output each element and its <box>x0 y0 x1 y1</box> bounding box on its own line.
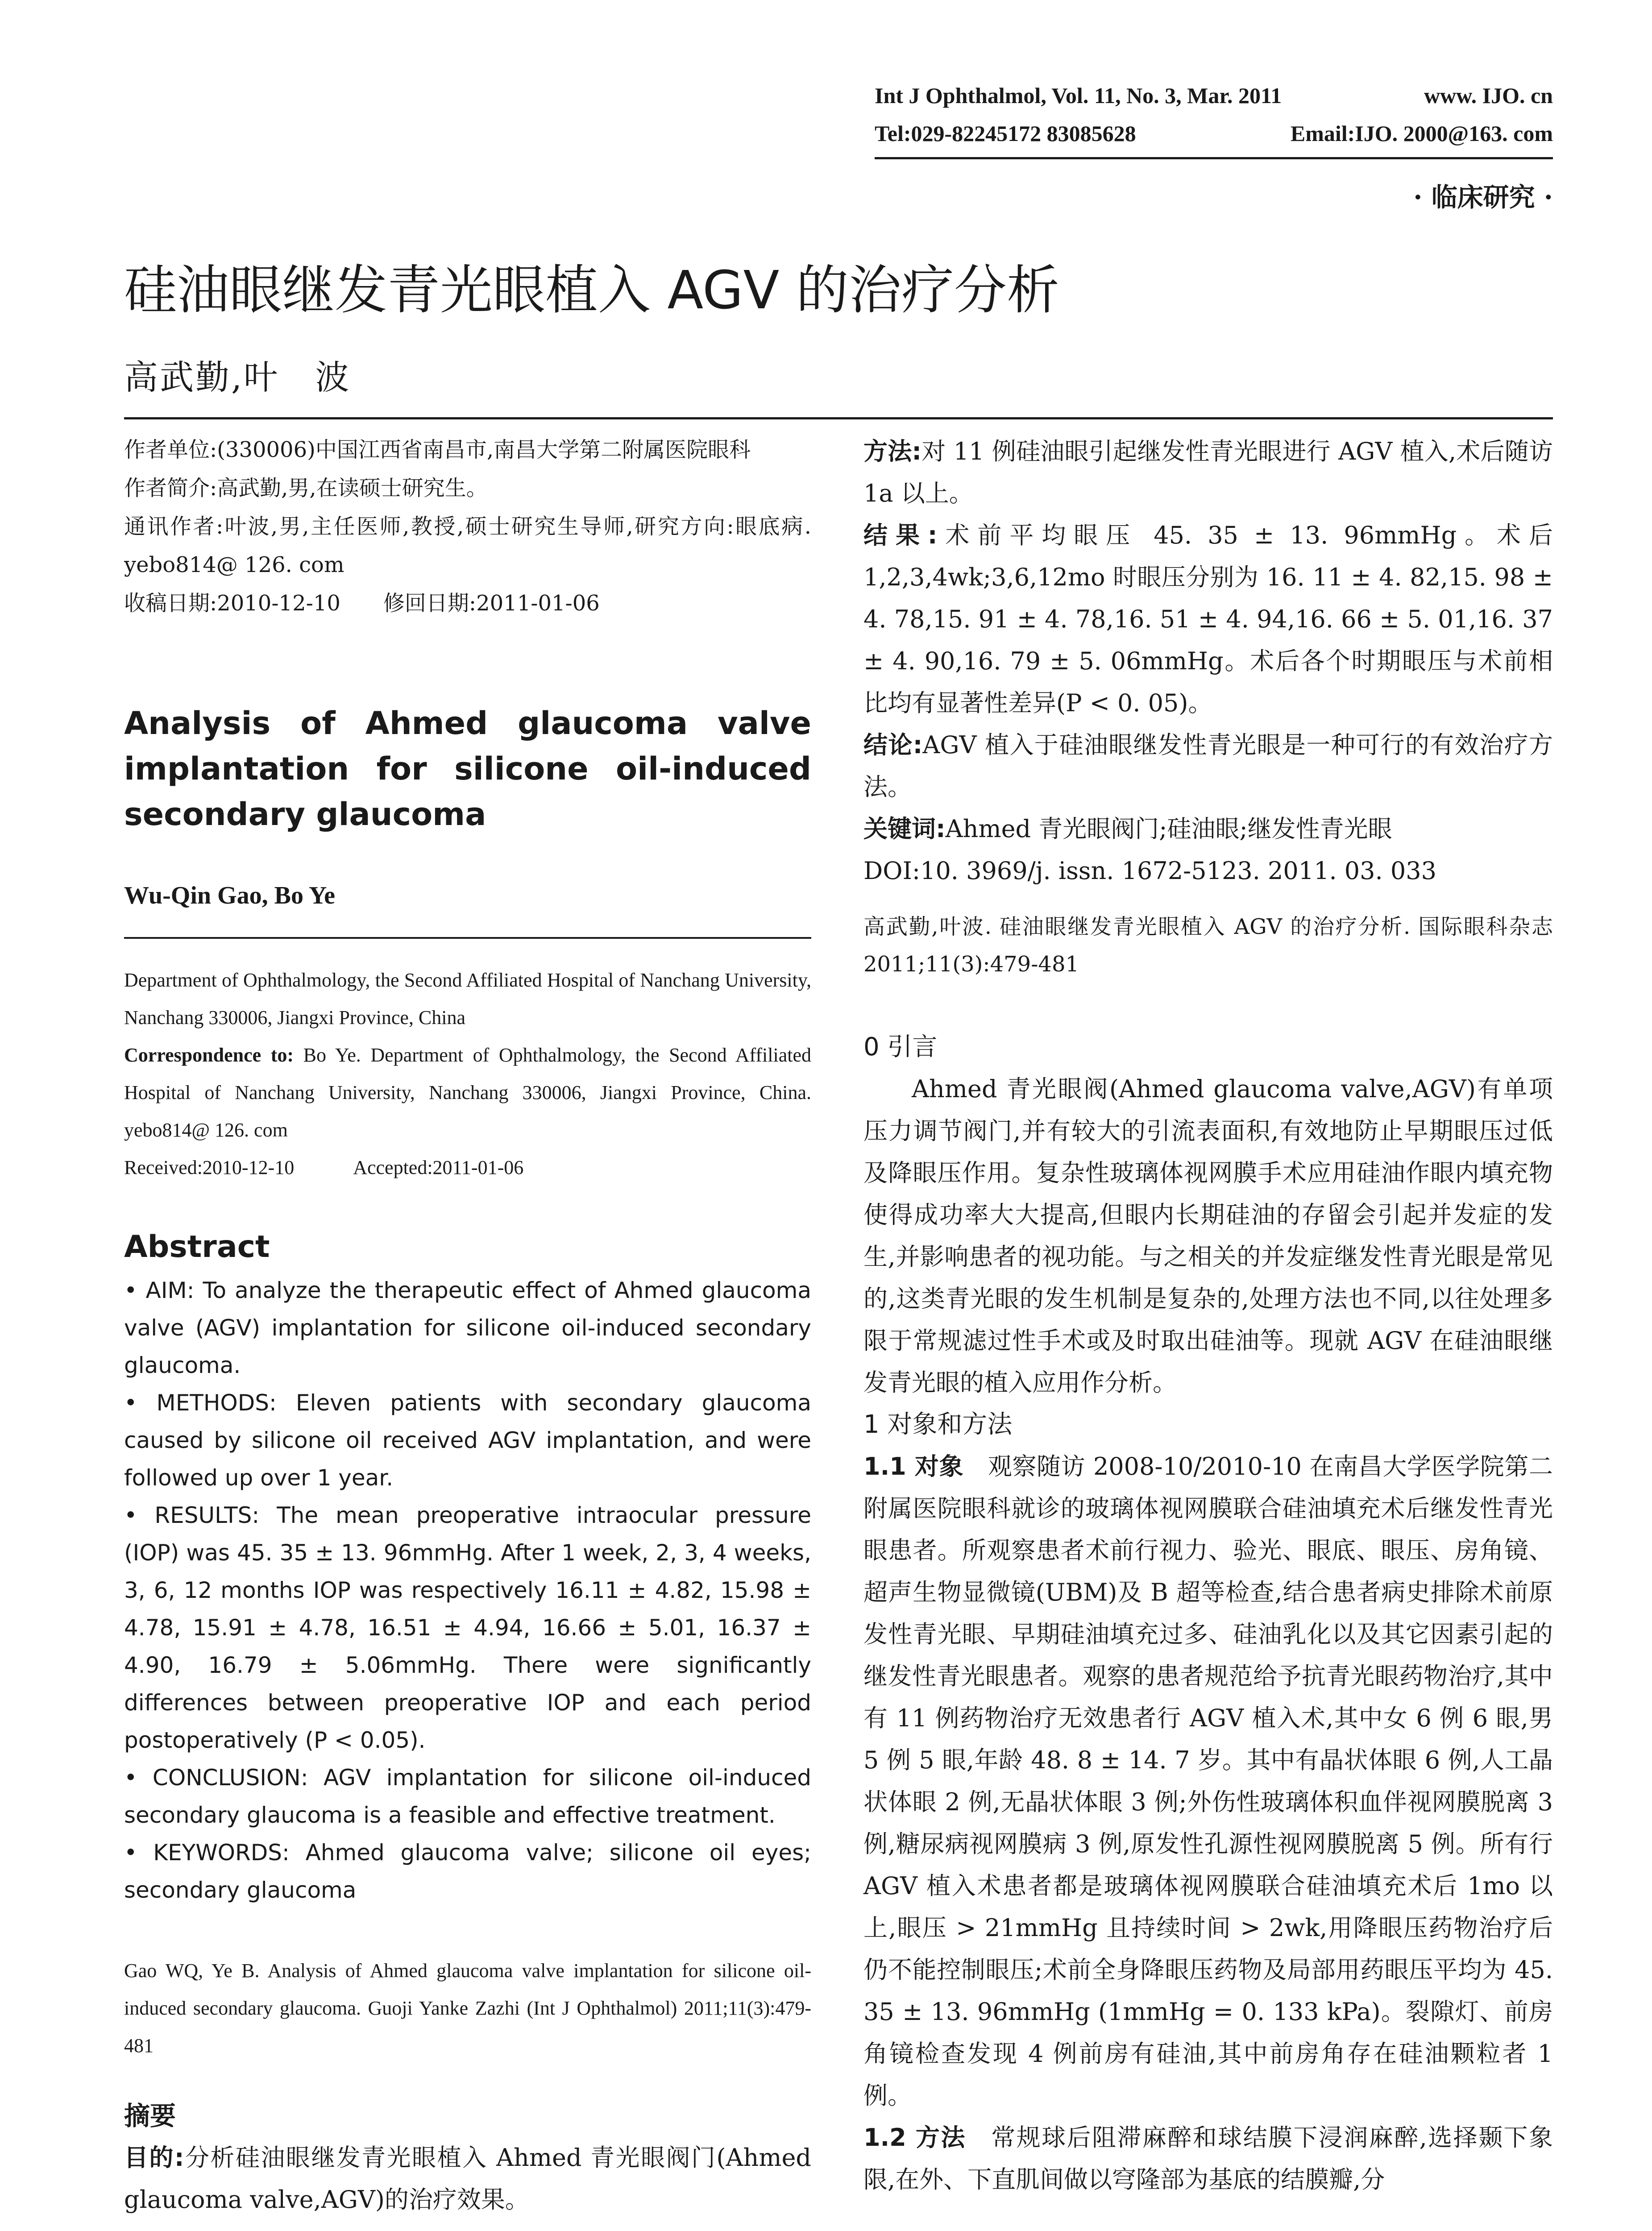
conclusion-text: AGV 植入于硅油眼继发性青光眼是一种可行的有效治疗方法。 <box>863 731 1553 801</box>
procedure-text: 常规球后阻滞麻醉和球结膜下浸润麻醉,选择颞下象限,在外、下直肌间做以穹隆部为基底的结膜瓣,分 <box>863 2123 1553 2194</box>
abstract-cn-aim <box>124 2137 811 2221</box>
contact-header <box>875 120 1553 146</box>
methods-label: 方法: <box>863 437 922 465</box>
intro-text: Ahmed 青光眼阀(Ahmed glaucoma valve,AGV)有单项压力调节阀门,并有较大的引流表面积,有效地防止早期眼压过低及降眼压作用。复杂性玻璃体视网膜手术应用硅油作眼内填充物使得成功率大大提高,但眼内长期硅油的存留会引起并发症的发生,并影响患者的视功能。与之相关的并发症继发性青光眼是常见的,这类青光眼的发生机制是复杂的,处理方法也不同,以往处理多限于常规滤过性手术或及时取出硅油等。现就 AGV 在硅油眼继发青光眼的植入应用作分析。 <box>863 1075 1553 1397</box>
abstract-cn-results <box>863 514 1553 724</box>
citation-en-block <box>124 1952 811 2065</box>
abstract-en <box>124 1272 811 1909</box>
methods-procedure <box>863 2117 1553 2201</box>
methods-text: 对 11 例硅油眼引起继发性青光眼进行 AGV 植入,术后随访 1a 以上。 <box>863 437 1553 507</box>
subjects-label: 1.1 对象 <box>863 1452 964 1480</box>
abstract-aim: • AIM: To analyze the therapeutic effect of Ahmed glaucoma valve (AGV) implantation for silicone oil-induced secondary glaucoma. <box>124 1277 811 1378</box>
procedure-label: 1.2 方法 <box>863 2123 966 2152</box>
aim-label: 目的: <box>124 2144 184 2172</box>
title-en: Analysis of Ahmed glaucoma valve implantation for silicone oil-induced secondary glaucoma <box>124 705 811 833</box>
abstract-methods: • METHODS: Eleven patients with secondary glaucoma caused by silicone oil received AGV implantation, and were followed up over 1 year. <box>124 1390 811 1491</box>
corr-text: Bo Ye. Department of Ophthalmology, the Second Affiliated Hospital of Nanchang University, Nanchang 330006, Jiangxi Province, China. yebo814@ 126. com <box>124 1044 812 1141</box>
abstract-heading: Abstract <box>124 1229 270 1265</box>
title-divider <box>124 417 1553 419</box>
abstract-cn-keywords <box>863 808 1553 850</box>
title-cn: 硅油眼继发青光眼植入 AGV 的治疗分析 <box>124 259 1059 321</box>
journal-website: www. IJO. cn <box>1424 83 1553 108</box>
corr-label: Correspondence to: <box>124 1044 294 1066</box>
methods-subjects <box>863 1446 1553 2117</box>
affil-cn-bio: 作者简介:高武勤,男,在读硕士研究生。 <box>124 476 488 501</box>
authors-cn: 高武勤,叶 波 <box>124 357 351 397</box>
section-tag: · 临床研究 · <box>1413 182 1553 212</box>
body-text <box>863 1026 1553 2201</box>
abstract-results: • RESULTS: The mean preoperative intraocular pressure (IOP) was 45. 35 ± 13. 96mmHg. After 1 week, 2, 3, 4 weeks, 3, 6, 12 months IOP was respectively 16.11 ± 4.82, 15.98 ± 4.78, 15.91 ± 4.78, 16.51 ± 4.94, 16.66 ± 5.01, 16.37 ± 4.90, 16.79 ± 5.06mmHg. There were significantly differences between preoperative IOP and each period postoperatively (P < 0.05). <box>124 1502 811 1753</box>
abstract-cn-conclusion <box>863 724 1553 808</box>
abstract-cn-heading: 摘要 <box>124 2101 176 2131</box>
affiliation-cn <box>124 431 811 622</box>
journal-line: Int J Ophthalmol, Vol. 11, No. 3, Mar. 2011 <box>875 83 1282 108</box>
aim-text: 分析硅油眼继发青光眼植入 Ahmed 青光眼阀门(Ahmed glaucoma valve,AGV)的治疗效果。 <box>124 2144 811 2214</box>
affil-cn-unit: 作者单位:(330006)中国江西省南昌市,南昌大学第二附属医院眼科 <box>124 437 751 462</box>
keywords-text: Ahmed 青光眼阀门;硅油眼;继发性青光眼 <box>945 815 1392 843</box>
header-divider <box>875 157 1553 159</box>
conclusion-label: 结论: <box>863 731 923 759</box>
keywords-label: 关键词: <box>863 815 946 843</box>
citation-en: Gao WQ, Ye B. Analysis of Ahmed glaucoma valve implantation for silicone oil-induced secondary glaucoma. Guoji Yanke Zazhi (Int J Ophthalmol) 2011;11(3):479-481 <box>124 1960 811 2057</box>
affil-en-dept: Department of Ophthalmology, the Second Affiliated Hospital of Nanchang University, Nanchang 330006, Jiangxi Province, China <box>124 969 811 1028</box>
citation-cn-block <box>863 908 1553 983</box>
results-label: 结果: <box>863 521 938 549</box>
subjects-text: 观察随访 2008-10/2010-10 在南昌大学医学院第二附属医院眼科就诊的玻璃体视网膜联合硅油填充术后继发性青光眼患者。所观察患者术前行视力、验光、眼底、眼压、房角镜、超声生物显微镜(UBM)及 B 超等检查,结合患者病史排除术前原发性青光眼、早期硅油填充过多、硅油乳化以及其它因素引起的继发性青光眼患者。观察的患者规范给予抗青光眼药物治疗,其中有 11 例药物治疗无效患者行 AGV 植入术,其中女 6 例 6 眼,男 5 例 5 眼,年龄 48. 8 ± 14. 7 岁。其中有晶状体眼 6 例,人工晶状体眼 2 例,无晶状体眼 3 例;外伤性玻璃体积血伴视网膜脱离 3 例,糖尿病视网膜病 3 例,原发性孔源性视网膜脱离 5 例。所有行 AGV 植入术患者都是玻璃体视网膜联合硅油填充术后 1mo 以上,眼压 > 21mmHg 且持续时间 > 2wk,用降眼压药物治疗后仍不能控制眼压;术前全身降眼压药物及局部用药眼压平均为 45. 35 ± 13. 96mmHg (1mmHg = 0. 133 kPa)。裂隙灯、前房角镜检查发现 4 例前房有硅油,其中前房角存在硅油颗粒者 1 例。 <box>863 1452 1553 2110</box>
email-line: Email:IJO. 2000@163. com <box>1290 121 1553 146</box>
abstract-cn-methods <box>863 431 1553 514</box>
citation-cn: 高武勤,叶波. 硅油眼继发青光眼植入 AGV 的治疗分析. 国际眼科杂志 2011;11(3):479-481 <box>863 914 1553 977</box>
affil-cn-corr: 通讯作者:叶波,男,主任医师,教授,硕士研究生导师,研究方向:眼底病. yebo814@ 126. com <box>124 514 811 577</box>
abstract-cn-right <box>863 431 1553 892</box>
abstract-conclusion: • CONCLUSION: AGV implantation for silicone oil-induced secondary glaucoma is a feasible and effective treatment. <box>124 1765 811 1828</box>
intro-heading: 0 引言 <box>863 1033 938 1062</box>
tel-line: Tel:029-82245172 83085628 <box>875 121 1136 146</box>
running-header <box>875 83 1553 108</box>
authors-en-divider <box>124 937 811 939</box>
abstract-cn-left <box>124 2095 811 2221</box>
affil-en-dates: Received:2010-12-10 Accepted:2011-01-06 <box>124 1157 524 1178</box>
results-text: 术前平均眼压 45. 35 ± 13. 96mmHg。术后 1,2,3,4wk;3,6,12mo 时眼压分别为 16. 11 ± 4. 82,15. 98 ± 4. 78,15. 91 ± 4. 78,16. 51 ± 4. 94,16. 66 ± 5. 01,16. 37 ± 4. 90,16. 79 ± 5. 06mmHg。术后各个时期眼压与术前相比均有显著性差异(P < 0. 05)。 <box>863 521 1553 717</box>
authors-en: Wu-Qin Gao, Bo Ye <box>124 882 335 909</box>
methods-heading: 1 对象和方法 <box>863 1410 1013 1439</box>
affil-en-corr <box>124 1037 811 1149</box>
doi: DOI:10. 3969/j. issn. 1672-5123. 2011. 03. 033 <box>863 857 1436 885</box>
affil-cn-dates: 收稿日期:2010-12-10 修回日期:2011-01-06 <box>124 591 600 616</box>
affiliation-en <box>124 962 811 1186</box>
abstract-keywords: • KEYWORDS: Ahmed glaucoma valve; silicone oil eyes; secondary glaucoma <box>124 1840 811 1903</box>
